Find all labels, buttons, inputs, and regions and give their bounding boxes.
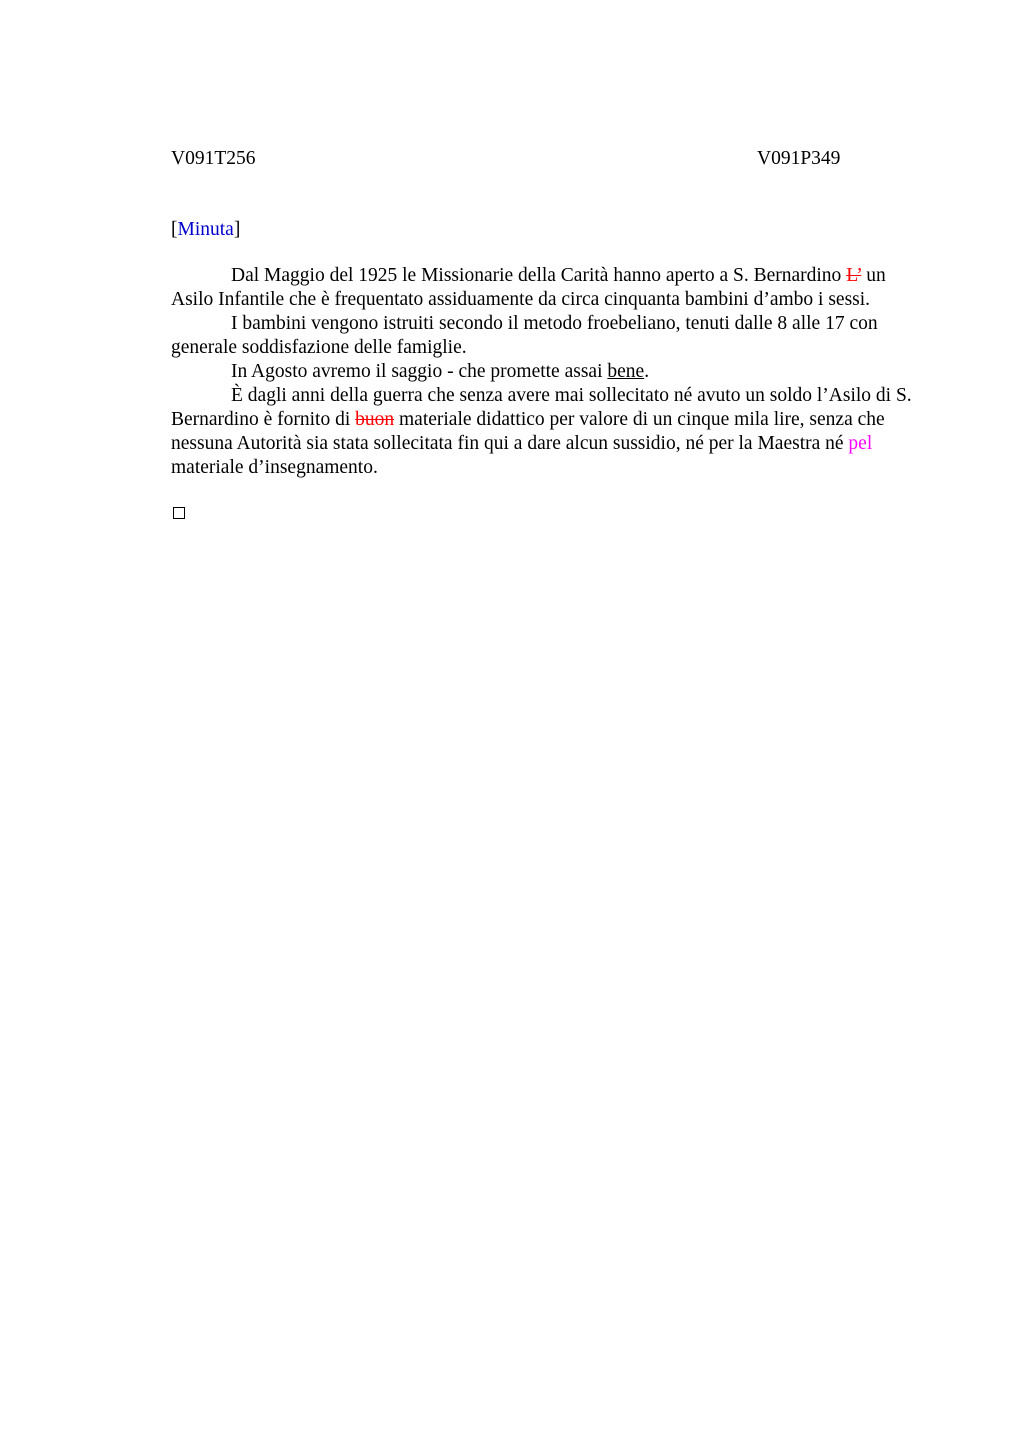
document-code-left: V091T256 bbox=[171, 148, 256, 169]
document-body bbox=[171, 264, 921, 480]
paragraph-4-text-a: È dagli anni della guerra che senza avere mai sollecitato né avuto un soldo l’Asilo di S. Bernardino è fornito di bbox=[171, 385, 912, 430]
paragraph-1-text-a: Dal Maggio del 1925 le Missionarie della Carità hanno aperto a S. Bernardino bbox=[231, 265, 847, 286]
paragraph-2-text: I bambini vengono istruiti secondo il metodo froebeliano, tenuti dalle 8 alle 17 con generale soddisfazione delle famiglie. bbox=[171, 313, 878, 358]
document-page bbox=[171, 0, 921, 1450]
deleted-text-1: L’ bbox=[846, 265, 862, 286]
label-close-bracket: ] bbox=[233, 219, 241, 240]
paragraph-1-text-b: un Asilo Infantile che è frequentato assiduamente da circa cinquanta bambini d’ambo i sessi. bbox=[171, 265, 886, 310]
paragraph-1 bbox=[171, 264, 921, 312]
paragraph-3-text-a: In Agosto avremo il saggio - che promette assai bbox=[231, 361, 608, 382]
end-marker-box-icon bbox=[173, 507, 185, 519]
paragraph-4-text-b: materiale didattico per valore di un cinque mila lire, senza che nessuna Autorità sia stata sollecitata fin qui a dare alcun sussidio, né per la Maestra né bbox=[171, 409, 885, 454]
label-open-bracket: [ bbox=[171, 219, 178, 240]
label-word: Minuta bbox=[177, 219, 234, 240]
paragraph-2 bbox=[171, 312, 921, 360]
paragraph-3 bbox=[171, 360, 921, 384]
paragraph-4 bbox=[171, 384, 921, 480]
inserted-word: pel bbox=[848, 433, 873, 454]
paragraph-3-text-b: . bbox=[644, 361, 650, 382]
page-code-right: V091P349 bbox=[757, 148, 841, 169]
underlined-word: bene bbox=[607, 361, 645, 382]
document-type-label bbox=[171, 217, 240, 243]
paragraph-4-text-c: materiale d’insegnamento. bbox=[171, 457, 378, 478]
document-header bbox=[171, 146, 921, 172]
deleted-text-2: buon bbox=[355, 409, 395, 430]
